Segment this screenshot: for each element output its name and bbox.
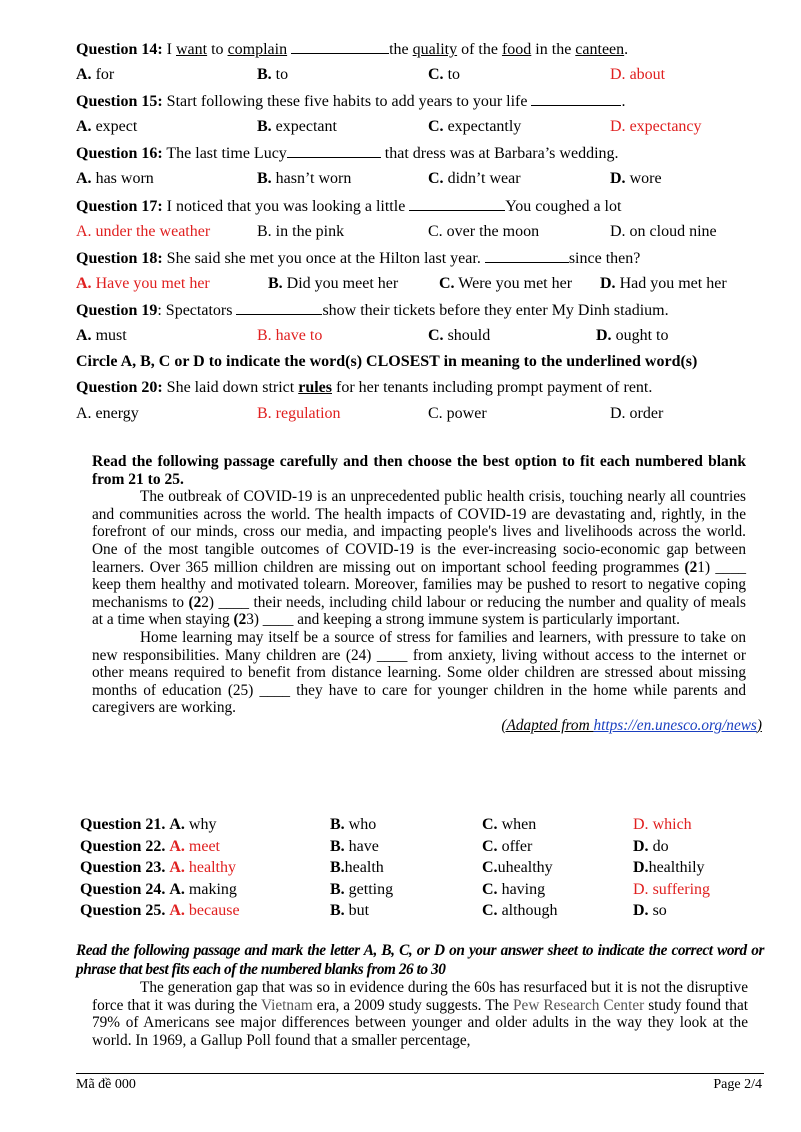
option-d[interactable]: D. wore (610, 170, 662, 187)
option-c[interactable]: C. having (482, 881, 546, 898)
option-d[interactable]: D. ought to (596, 327, 669, 344)
question-20: Question 20: She laid down strict rules for her tenants including prompt payment of rent. (76, 379, 653, 396)
option-a-correct[interactable]: A. Have you met her (76, 275, 210, 292)
passage-2-paragraph-1: The generation gap that was so in evidence during the 60s has resurfaced but it is not the disruptive force that it was during the Vietnam era, a 2009 study suggests. The Pew Research Center study found that 79% of Americans see major differences between younger and older adults in the way they look at the world. In 1969, a Gallup Poll found that a smaller percentage, (92, 979, 748, 1049)
passage-1 (92, 453, 762, 735)
option-c[interactable]: C. over the moon (428, 223, 540, 240)
option-c[interactable]: C. when (482, 816, 537, 833)
option-b[interactable]: B. Did you meet her (268, 275, 399, 292)
question-15: Question 15: Start following these five habits to add years to your life . (76, 93, 626, 110)
question-19: Question 19: Spectators show their tickets before they enter My Dinh stadium. (76, 302, 669, 319)
option-a[interactable]: A. (169, 838, 185, 855)
exam-code: Mã đề 000 (76, 1077, 136, 1092)
answer-row: Question 24. A. making (80, 881, 237, 898)
passage-1-paragraph-1: The outbreak of COVID-19 is an unprecedented public health crisis, touching nearly all countries and communities across the world. The health impacts of COVID-19 are devastating and, rightly, in the forefront of our minds, cross our media, and impacting people's lives and livelihoods across the world. One of the most tangible outcomes of COVID-19 is the ever-increasing socio-economic gap between learners. Over 365 million children are missing out on important school feeding programmes (21) ____ keep them healthy and motivated tolearn. Moreover, families may be pushed to resort to negative coping mechanisms to (22) ____ their needs, including child labour or reducing the number and quality of meals at a time when staying (23) ____ and keeping a strong immune system is particularly important. (92, 488, 746, 629)
option-d-correct[interactable]: D. which (633, 816, 692, 833)
question-16: Question 16: The last time Lucy that dress was at Barbara’s wedding. (76, 145, 619, 162)
option-a[interactable]: A. expect (76, 118, 138, 135)
source-link[interactable]: https://en.unesco.org/news (593, 716, 757, 734)
option-c[interactable]: C. should (428, 327, 491, 344)
option-b[interactable]: B. expectant (257, 118, 337, 135)
option-b[interactable]: B. to (257, 66, 289, 83)
passage-1-paragraph-2: Home learning may itself be a source of stress for families and learners, with pressure to take on new responsibilities. Many children are (24) ____ from anxiety, living without access to the internet or other means required to benefit from distance learning. Some older children are stressed about missing months of education (25) ____ they have to care for younger children in the home while parents and caregivers are working. (92, 628, 746, 717)
option-c[interactable]: C.uhealthy (482, 859, 553, 876)
option-b[interactable]: B. have (330, 838, 379, 855)
option-b-correct[interactable]: B. have to (257, 327, 323, 344)
answer-blank (287, 143, 381, 158)
passage-1-source: (Adapted from https://en.unesco.org/news) (501, 716, 762, 734)
option-b[interactable]: B.health (330, 859, 384, 876)
option-d[interactable]: D. Had you met her (600, 275, 727, 292)
answer-blank (409, 196, 505, 211)
option-b[interactable]: B. in the pink (257, 223, 345, 240)
option-c[interactable]: C. power (428, 405, 487, 422)
answer-blank (531, 91, 621, 106)
option-a-correct[interactable]: A. under the weather (76, 223, 211, 240)
option-d-correct[interactable]: D. expectancy (610, 118, 702, 135)
option-c[interactable]: C. expectantly (428, 118, 522, 135)
answer-blank (291, 39, 389, 54)
option-c[interactable]: C. although (482, 902, 558, 919)
option-a[interactable]: A. (169, 859, 185, 876)
option-b[interactable]: B. who (330, 816, 377, 833)
option-a[interactable]: A. energy (76, 405, 139, 422)
option-b[interactable]: B. hasn’t worn (257, 170, 352, 187)
answer-row: Question 25. A. because (80, 902, 240, 919)
option-d[interactable]: D. so (633, 902, 667, 919)
option-b-correct[interactable]: B. regulation (257, 405, 341, 422)
answer-row: Question 21. A. why (80, 816, 217, 833)
option-a[interactable]: A. for (76, 66, 115, 83)
option-d[interactable]: D. do (633, 838, 669, 855)
footer-divider (76, 1073, 764, 1074)
passage-2-heading: Read the following passage and mark the letter A, B, C, or D on your answer sheet to indicate the correct word or phrase that best fits each of the numbered blanks from 26 to 30 (76, 942, 764, 978)
option-a[interactable]: A. (169, 816, 185, 833)
option-b[interactable]: B. getting (330, 881, 394, 898)
option-d[interactable]: D.healthily (633, 859, 705, 876)
option-d-correct[interactable]: D. suffering (633, 881, 711, 898)
question-14: Question 14: I want to complain the quality of the food in the canteen. (76, 41, 629, 58)
answer-blank (485, 248, 569, 263)
question-18: Question 18: She said she met you once at the Hilton last year. since then? (76, 250, 641, 267)
passage-2 (76, 941, 764, 1049)
option-a[interactable]: A. (169, 881, 185, 898)
option-b[interactable]: B. but (330, 902, 370, 919)
option-c[interactable]: C. Were you met her (439, 275, 573, 292)
answer-row: Question 23. A. healthy (80, 859, 236, 876)
option-d[interactable]: D. on cloud nine (610, 223, 717, 240)
page-number: Page 2/4 (713, 1077, 762, 1092)
option-c[interactable]: C. offer (482, 838, 533, 855)
option-c[interactable]: C. didn’t wear (428, 170, 521, 187)
passage-1-heading: Read the following passage carefully and then choose the best option to fit each numbered blank from 21 to 25. (92, 453, 746, 488)
answer-blank (236, 300, 322, 315)
option-d-correct[interactable]: D. about (610, 66, 666, 83)
option-a[interactable]: A. must (76, 327, 127, 344)
option-a[interactable]: A. (169, 902, 185, 919)
question-17: Question 17: I noticed that you was looking a little You coughed a lot (76, 198, 622, 215)
section-instruction: Circle A, B, C or D to indicate the word(s) CLOSEST in meaning to the underlined word(s) (76, 353, 698, 370)
option-a[interactable]: A. has worn (76, 170, 154, 187)
option-c[interactable]: C. to (428, 66, 461, 83)
answer-row: Question 22. A. meet (80, 838, 220, 855)
option-d[interactable]: D. order (610, 405, 664, 422)
